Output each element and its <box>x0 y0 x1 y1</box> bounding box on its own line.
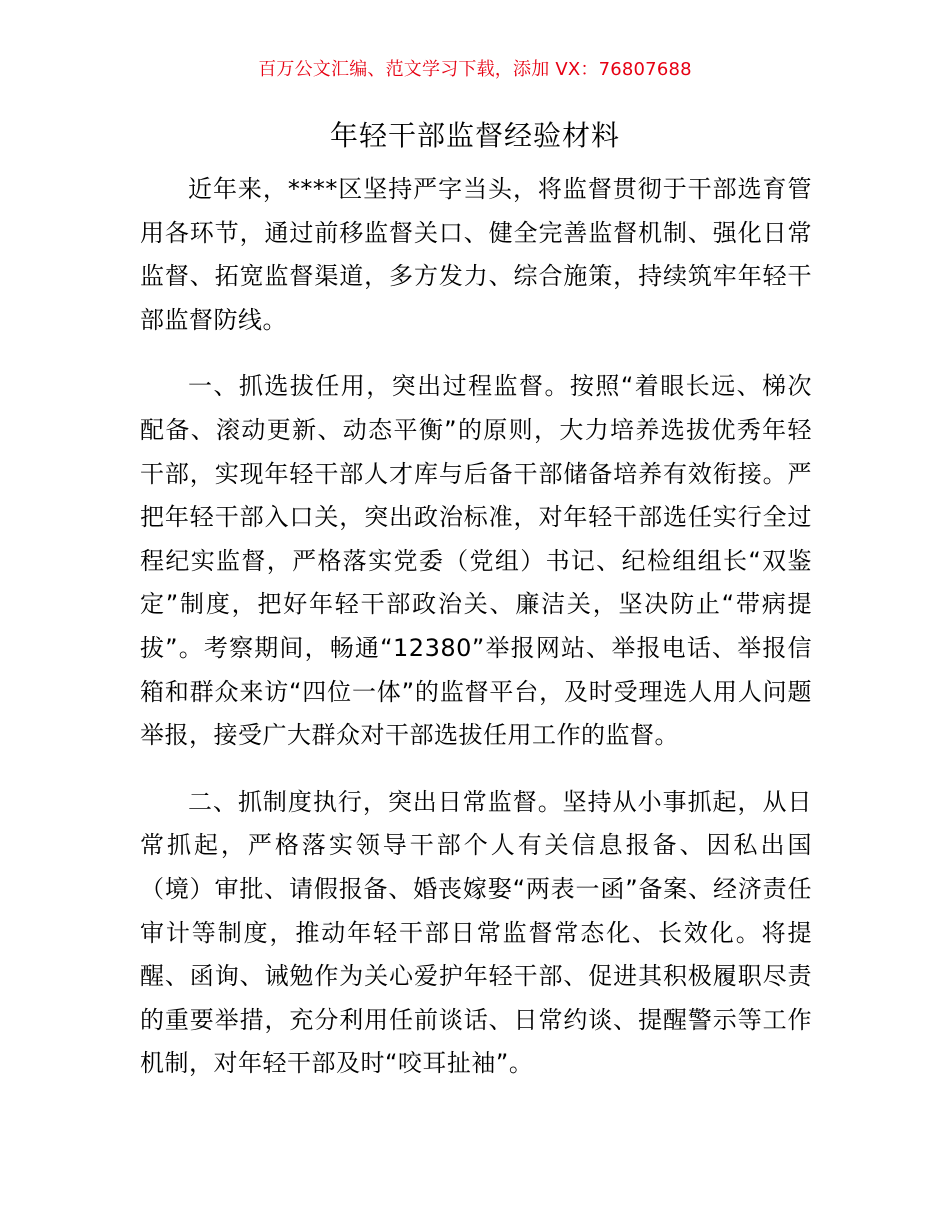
paragraph-section-2: 二、抓制度执行，突出日常监督。坚持从小事抓起，从日常抓起，严格落实领导干部个人有关信息报备、因私出国（境）审批、请假报备、婚丧嫁娶“两表一函”备案、经济责任审计等制度，推动年轻干部日常监督常态化、长效化。将提醒、函询、诫勉作为关心爱护年轻干部、促进其积极履职尽责的重要举措，充分利用任前谈话、日常约谈、提醒警示等工作机制，对年轻干部及时“咬耳扯袖”。 <box>140 787 812 1078</box>
paragraph-section-1: 一、抓选拔任用，突出过程监督。按照“着眼长远、梯次配备、滚动更新、动态平衡”的原则，大力培养选拔优秀年轻干部，实现年轻干部人才库与后备干部储备培养有效衔接。严把年轻干部入口关，突出政治标准，对年轻干部选任实行全过程纪实监督，严格落实党委（党组）书记、纪检组组长“双鉴定”制度，把好年轻干部政治关、廉洁关，坚决防止“带病提拔”。考察期间，畅通“12380”举报网站、举报电话、举报信箱和群众来访“四位一体”的监督平台，及时受理选人用人问题举报，接受广大群众对干部选拔任用工作的监督。 <box>140 372 812 750</box>
document-title: 年轻干部监督经验材料 <box>329 119 620 152</box>
paragraph-intro: 近年来，****区坚持严字当头，将监督贯彻于干部选育管用各环节，通过前移监督关口、健全完善监督机制、强化日常监督、拓宽监督渠道，多方发力、综合施策，持续筑牢年轻干部监督防线。 <box>140 175 812 334</box>
document-body <box>140 168 812 1109</box>
header-note: 百万公文汇编、范文学习下载，添加 VX：76807688 <box>258 59 692 80</box>
